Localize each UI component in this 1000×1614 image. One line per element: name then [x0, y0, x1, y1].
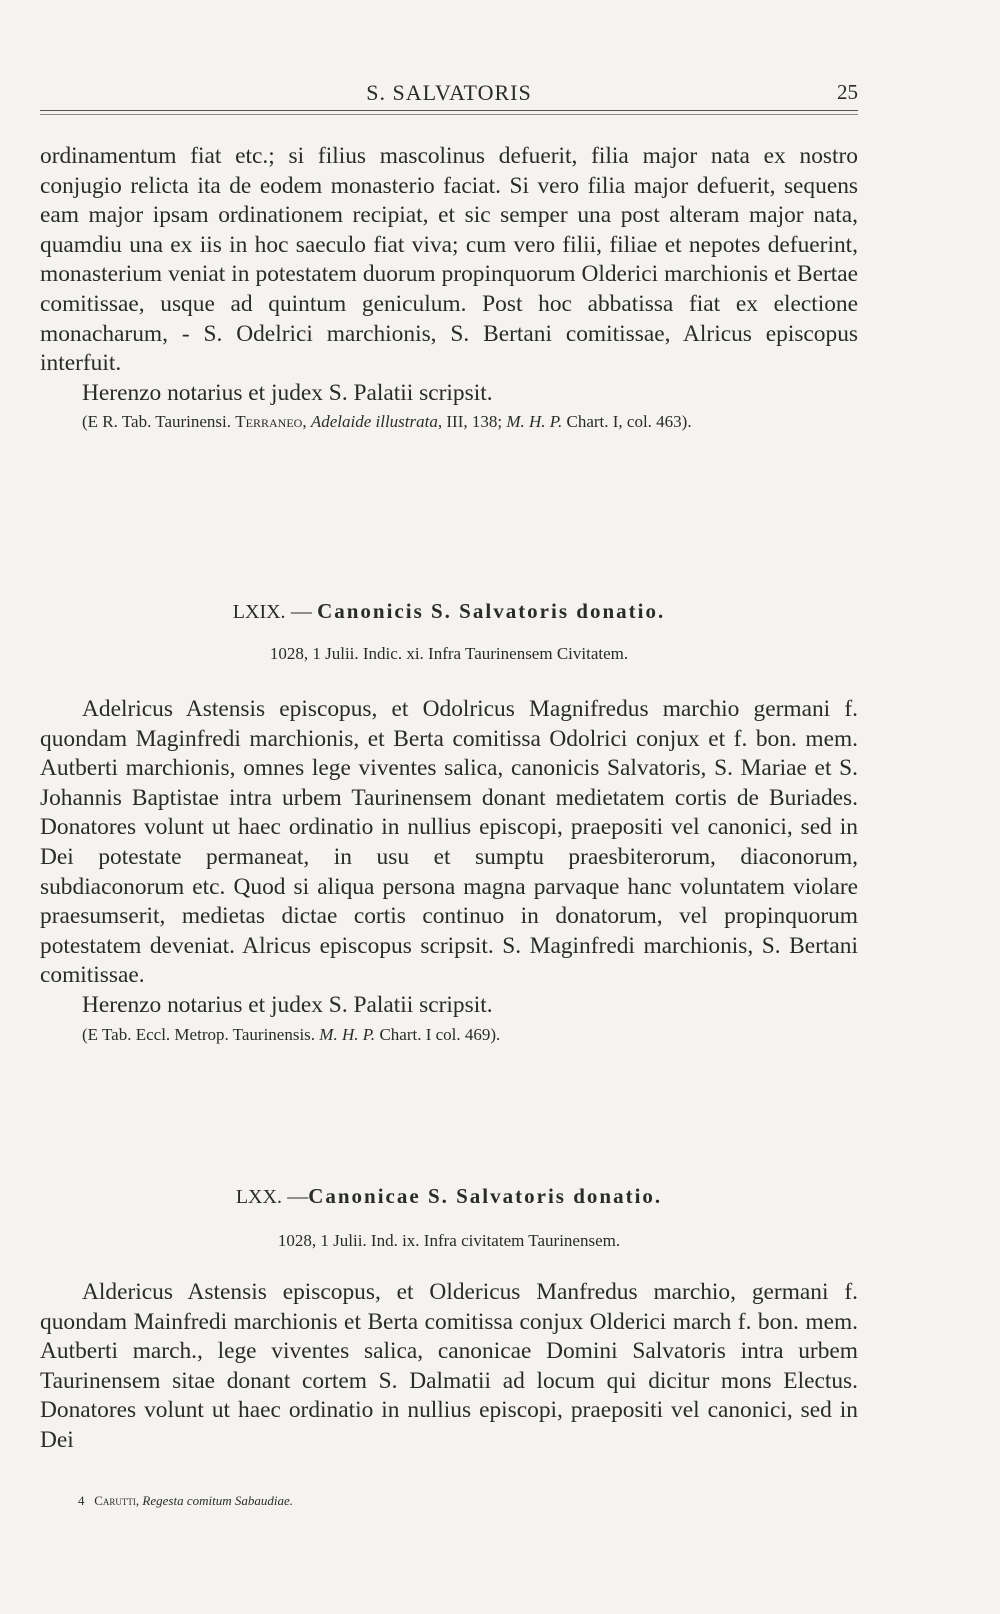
document-title: Canonicae S. Salvatoris donatio. [308, 1184, 663, 1208]
notary-line: Herenzo notarius et judex S. Palatii scripsit. [82, 379, 493, 406]
document-paragraph: Aldericus Astensis episcopus, et Oldericus Manfredus marchio, germani f. quondam Mainfredi marchionis et Berta comitissa conjux Olderici march f. bon. mem. Autberti march., lege viventes salica, canonicae Domini Salvatoris intra urbem Taurinensem sitae donant cortem S. Dalmatii ad locum qui dicitur mons Electus. Donatores volunt ut haec ordinatio in nullius episcopi, praepositi vel canonici, sed in Dei [40, 1279, 858, 1453]
heading-dash: — [281, 1184, 309, 1208]
source-citation [40, 1021, 858, 1049]
footnote-mark: 4 [78, 1493, 85, 1508]
cite-part: , [302, 412, 311, 432]
document-number: LXX. [235, 1186, 282, 1208]
heading-dash: — [285, 599, 318, 623]
cite-part: (E Tab. Eccl. Metrop. Taurinensis. [82, 1024, 320, 1044]
cite-author: Terraneo [235, 412, 303, 432]
footnote-sep: , [135, 1493, 143, 1508]
header-rule-thin [40, 114, 858, 115]
document-heading-69 [40, 599, 858, 624]
source-citation [40, 408, 858, 436]
footnote [78, 1493, 293, 1509]
notary-line: Herenzo notarius et judex S. Palatii scripsit. [82, 991, 493, 1018]
footnote-author: Carutti [94, 1493, 136, 1508]
cite-part: (E R. Tab. Taurinensi. [82, 412, 236, 432]
cite-part: Chart. I col. 469). [375, 1024, 501, 1044]
document-body-70 [40, 1278, 858, 1456]
footnote-title: Regesta comitum Sabaudiae. [142, 1493, 293, 1508]
document-paragraph: Adelricus Astensis episcopus, et Odolricus Magnifredus marchio germani f. quondam Maginfredi marchionis, et Berta comitissa Odolrici conjux et f. bon. mem. Autberti marchionis, omnes lege viventes salica, canonicis Salvatoris, S. Mariae et S. Johannis Baptistae intra urbem Taurinensem donant medietatem cortis de Buriades. Donatores volunt ut haec ordinatio in nullius episcopi, praepositi vel canonici, sed in Dei potestate permaneat, in usu et sumptu praesbiterorum, diaconorum, subdiaconorum etc. Quod si aliqua persona magna parvaque hanc voluntatem violare praesumserit, medietas dictae cortis continuo in donatorum, vel propinquorum potestatem deveniat. Alricus episcopus scripsit. S. Maginfredi marchionis, S. Bertani comitissae. [40, 696, 858, 989]
document-title: Canonicis S. Salvatoris donatio. [317, 599, 666, 623]
cite-mhp: M. H. P. [319, 1024, 376, 1044]
cite-part: Chart. I, col. 463). [562, 412, 692, 432]
page-number: 25 [837, 80, 858, 104]
running-title: S. SALVATORIS [366, 80, 532, 105]
continued-paragraph: ordinamentum fiat etc.; si filius mascolinus defuerit, filia major nata ex nostro conjugio relicta ita de eodem monasterio faciat. Si vero filia major defuerit, sequens eam major ipsam ordinationem recipiat, et sic semper una post alteram major nata, quamdiu una ex iis in hoc saeculo fiat viva; cum vero filii, filiae et nepotes defuerint, monasterium veniat in potestatem duorum propinquorum Olderici marchionis et Bertae comitissae, usque ad quintum geniculum. Post hoc abbatissa fiat ex electione monacharum, - S. Odelrici marchionis, S. Bertani comitissae, Alricus episcopus interfuit. [40, 143, 858, 377]
document-date-70: 1028, 1 Julii. Ind. ix. Infra civitatem Taurinensem. [277, 1231, 621, 1250]
document-heading-70 [40, 1184, 858, 1209]
cite-title: Adelaide illustrata [310, 412, 438, 432]
document-number: LXIX. [232, 601, 286, 623]
header-rule [40, 110, 858, 111]
continued-text [40, 142, 858, 436]
cite-mhp: M. H. P. [506, 412, 563, 432]
document-date-69: 1028, 1 Julii. Indic. xi. Infra Taurinensem Civitatem. [269, 644, 629, 663]
cite-part: , III, 138; [437, 412, 507, 432]
document-body-69 [40, 695, 858, 1049]
running-header [40, 78, 858, 108]
